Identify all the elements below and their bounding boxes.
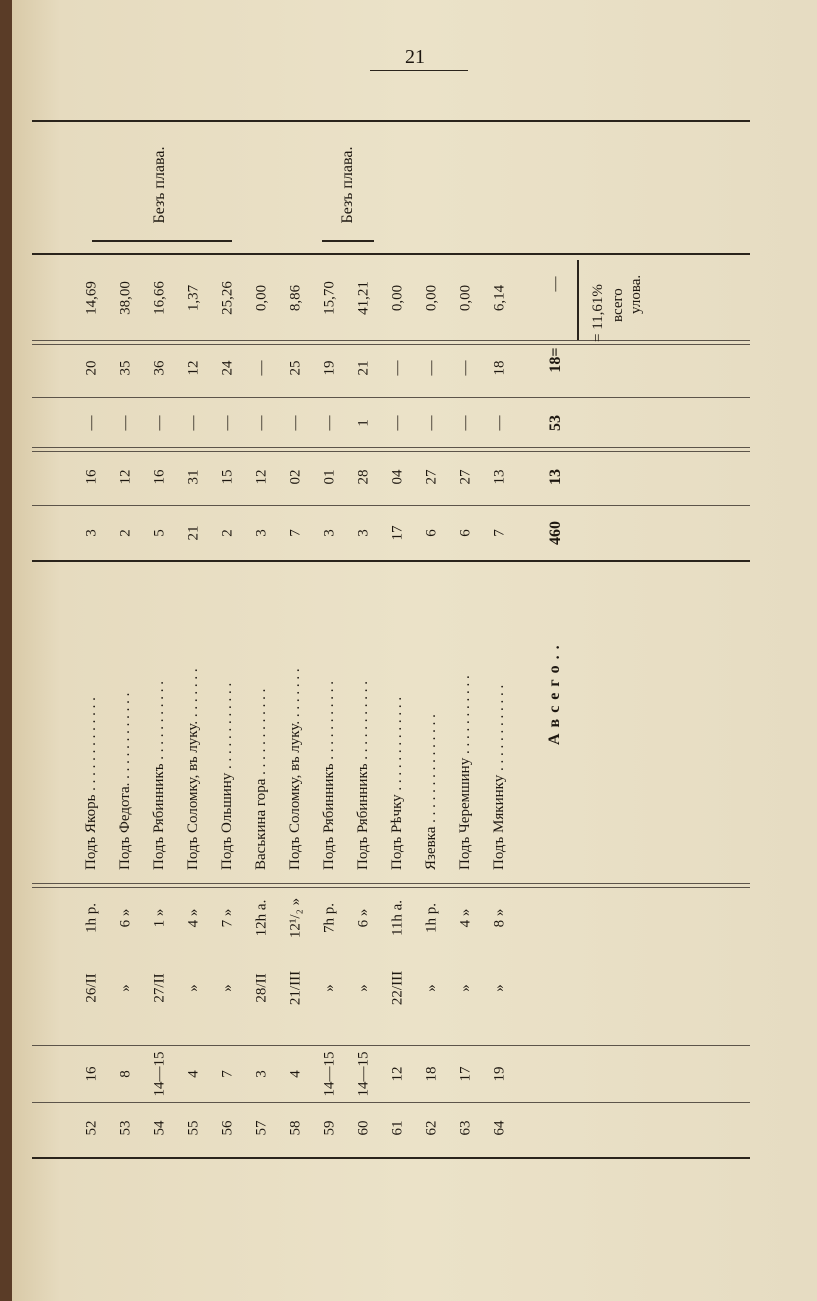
row-54-no: 54 [151, 1120, 168, 1136]
row-52-code: 16 [83, 1066, 100, 1082]
row-56-place: Подъ Ольшину . . . . . . . . . . . . [219, 682, 235, 870]
row-57-b: 12 [253, 469, 270, 485]
row-59-place: Подъ Рябинникъ . . . . . . . . . . . [321, 681, 337, 870]
row-63-d: — [457, 360, 474, 376]
page-edge [0, 0, 12, 1301]
row-59-time: 7h р. [321, 903, 338, 933]
row-61-d: — [389, 360, 406, 376]
time-column-rule [32, 883, 750, 884]
bracket-bottom [322, 240, 374, 242]
row-63-place: Подъ Черемшину . . . . . . . . . . . [457, 675, 473, 870]
row-63-no: 63 [457, 1120, 474, 1136]
row-62-a: 6 [423, 529, 440, 537]
row-62-date: » [423, 984, 440, 992]
row-57-c: — [253, 415, 270, 431]
row-55-time: 4 » [185, 908, 202, 928]
row-54-b: 16 [151, 469, 168, 485]
row-60-c: 1 [355, 419, 372, 427]
total-note-line-2: всего [610, 288, 626, 322]
row-62-b: 27 [423, 469, 440, 485]
row-53-b: 12 [117, 469, 134, 485]
table-top-rule [32, 120, 750, 122]
row-61-c: — [389, 415, 406, 431]
row-58-place: Подъ Соломку, въ луку. . . . . . . . [287, 668, 303, 870]
row-56-c: — [219, 415, 236, 431]
code-column-rule [32, 1045, 750, 1046]
row-52-no: 52 [83, 1120, 100, 1136]
total-label: А в с е г о . . [546, 644, 563, 745]
total-d: 18= [547, 347, 564, 373]
b-column-rule-2 [32, 451, 750, 452]
b-column-rule [32, 447, 750, 448]
row-60-a: 3 [355, 529, 372, 537]
row-59-d: 19 [321, 360, 338, 376]
row-56-code: 7 [219, 1070, 236, 1078]
note-no-flow-1: Безъ плава. [151, 146, 168, 224]
row-64-b: 13 [491, 469, 508, 485]
row-57-pct: 0,00 [253, 284, 270, 312]
row-57-place: Васькина гора . . . . . . . . . . . . [253, 688, 269, 870]
total-a: 460 [547, 521, 564, 545]
row-53-c: — [117, 415, 134, 431]
row-58-pct: 8,86 [287, 284, 304, 312]
note-no-flow-2: Безъ плава. [339, 146, 356, 224]
row-58-c: — [287, 415, 304, 431]
row-64-no: 64 [491, 1120, 508, 1136]
row-60-date: » [355, 984, 372, 992]
row-53-a: 2 [117, 529, 134, 537]
row-53-date: » [117, 984, 134, 992]
row-61-time: 11h а. [389, 899, 406, 937]
place-column-rule [32, 560, 750, 562]
row-55-a: 21 [185, 525, 202, 541]
row-56-pct: 25,26 [219, 281, 236, 315]
row-64-d: 18 [491, 360, 508, 376]
row-52-b: 16 [83, 469, 100, 485]
row-54-c: — [151, 415, 168, 431]
row-58-date: 21/III [287, 970, 304, 1006]
row-52-a: 3 [83, 529, 100, 537]
row-55-date: » [185, 984, 202, 992]
page [12, 0, 817, 1301]
row-63-pct: 0,00 [457, 284, 474, 312]
row-62-pct: 0,00 [423, 284, 440, 312]
row-55-no: 55 [185, 1120, 202, 1136]
row-60-pct: 41,21 [355, 281, 372, 315]
row-56-a: 2 [219, 529, 236, 537]
row-62-time: 1h р. [423, 903, 440, 933]
row-59-code: 14—15 [321, 1051, 338, 1097]
row-55-pct: 1,37 [185, 284, 202, 312]
row-61-code: 12 [389, 1066, 406, 1082]
total-note-bracket [577, 260, 579, 340]
row-64-a: 7 [491, 529, 508, 537]
row-57-a: 3 [253, 529, 270, 537]
c-column-rule [32, 397, 750, 398]
page-number: 21 [405, 46, 425, 68]
row-60-code: 14—15 [355, 1051, 372, 1097]
row-58-b: 02 [287, 469, 304, 485]
row-63-a: 6 [457, 529, 474, 537]
row-60-place: Подъ Рябинникъ . . . . . . . . . . . [355, 681, 371, 870]
page-number-rule [370, 70, 468, 71]
row-54-a: 5 [151, 529, 168, 537]
row-58-no: 58 [287, 1120, 304, 1136]
row-59-date: » [321, 984, 338, 992]
row-52-pct: 14,69 [83, 281, 100, 315]
row-64-pct: 6,14 [491, 284, 508, 312]
row-55-d: 12 [185, 360, 202, 376]
row-61-b: 04 [389, 469, 406, 485]
row-61-place: Подъ Рѣчку . . . . . . . . . . . . . [389, 696, 405, 870]
row-53-place: Подъ Федота. . . . . . . . . . . . . [117, 692, 133, 870]
row-60-no: 60 [355, 1120, 372, 1136]
row-60-time: 6 » [355, 908, 372, 928]
row-58-code: 4 [287, 1070, 304, 1078]
row-63-b: 27 [457, 469, 474, 485]
row-56-b: 15 [219, 469, 236, 485]
row-54-place: Подъ Рябинникъ . . . . . . . . . . . [151, 681, 167, 870]
row-56-time: 7 » [219, 908, 236, 928]
row-61-pct: 0,00 [389, 284, 406, 312]
row-57-code: 3 [253, 1070, 270, 1078]
row-57-d: — [253, 360, 270, 376]
time-column-rule-2 [32, 887, 750, 888]
row-56-no: 56 [219, 1120, 236, 1136]
row-58-a: 7 [287, 529, 304, 537]
a-column-rule [32, 505, 750, 506]
row-54-code: 14—15 [151, 1051, 168, 1097]
row-60-d: 21 [355, 360, 372, 376]
row-52-date: 26/II [83, 973, 100, 1003]
row-54-time: 1 » [151, 908, 168, 928]
row-54-d: 36 [151, 360, 168, 376]
row-62-d: — [423, 360, 440, 376]
row-57-no: 57 [253, 1120, 270, 1136]
row-56-date: » [219, 984, 236, 992]
row-58-d: 25 [287, 360, 304, 376]
row-63-time: 4 » [457, 908, 474, 928]
row-57-time: 12h а. [253, 899, 270, 937]
total-note-line-1: = 11,61% [590, 284, 606, 342]
no-column-rule [32, 1102, 750, 1103]
row-53-time: 6 » [117, 908, 134, 928]
d-column-rule-2 [32, 344, 750, 345]
row-61-no: 61 [389, 1120, 406, 1136]
row-64-date: » [491, 984, 508, 992]
row-61-a: 17 [389, 525, 406, 541]
row-61-date: 22/III [389, 970, 406, 1006]
row-55-place: Подъ Соломку, въ луку. . . . . . . . [185, 668, 201, 870]
d-column-rule [32, 340, 750, 341]
total-pct: — [547, 276, 564, 292]
row-64-place: Подъ Мякинку . . . . . . . . . . . . [491, 684, 507, 870]
row-55-code: 4 [185, 1070, 202, 1078]
total-b: 13 [547, 469, 564, 485]
row-62-no: 62 [423, 1120, 440, 1136]
row-59-no: 59 [321, 1120, 338, 1136]
row-55-b: 31 [185, 469, 202, 485]
row-62-c: — [423, 415, 440, 431]
row-53-pct: 38,00 [117, 281, 134, 315]
row-53-code: 8 [117, 1070, 134, 1078]
row-56-d: 24 [219, 360, 236, 376]
row-55-c: — [185, 415, 202, 431]
row-63-code: 17 [457, 1066, 474, 1082]
row-64-code: 19 [491, 1066, 508, 1082]
row-62-place: Язевка . . . . . . . . . . . . . . . [423, 714, 439, 870]
row-52-c: — [83, 415, 100, 431]
total-note-line-3: улова. [628, 274, 644, 314]
row-62-code: 18 [423, 1066, 440, 1082]
row-64-time: 8 » [491, 908, 508, 928]
row-59-b: 01 [321, 469, 338, 485]
row-53-no: 53 [117, 1120, 134, 1136]
row-60-b: 28 [355, 469, 372, 485]
row-64-c: — [491, 415, 508, 431]
row-52-d: 20 [83, 360, 100, 376]
row-58-time: 12¹/₂ » [287, 897, 304, 939]
row-57-date: 28/II [253, 973, 270, 1003]
pct-column-rule [32, 253, 750, 255]
row-54-pct: 16,66 [151, 281, 168, 315]
row-59-c: — [321, 415, 338, 431]
row-53-d: 35 [117, 360, 134, 376]
row-59-pct: 15,70 [321, 281, 338, 315]
total-c: 53 [547, 415, 564, 431]
bracket-top [92, 240, 232, 242]
row-63-c: — [457, 415, 474, 431]
row-59-a: 3 [321, 529, 338, 537]
row-63-date: » [457, 984, 474, 992]
row-54-date: 27/II [151, 973, 168, 1003]
row-52-place: Подъ Якорь . . . . . . . . . . . . . [83, 697, 99, 870]
row-52-time: 1h р. [83, 903, 100, 933]
table-bottom-rule [32, 1157, 750, 1159]
